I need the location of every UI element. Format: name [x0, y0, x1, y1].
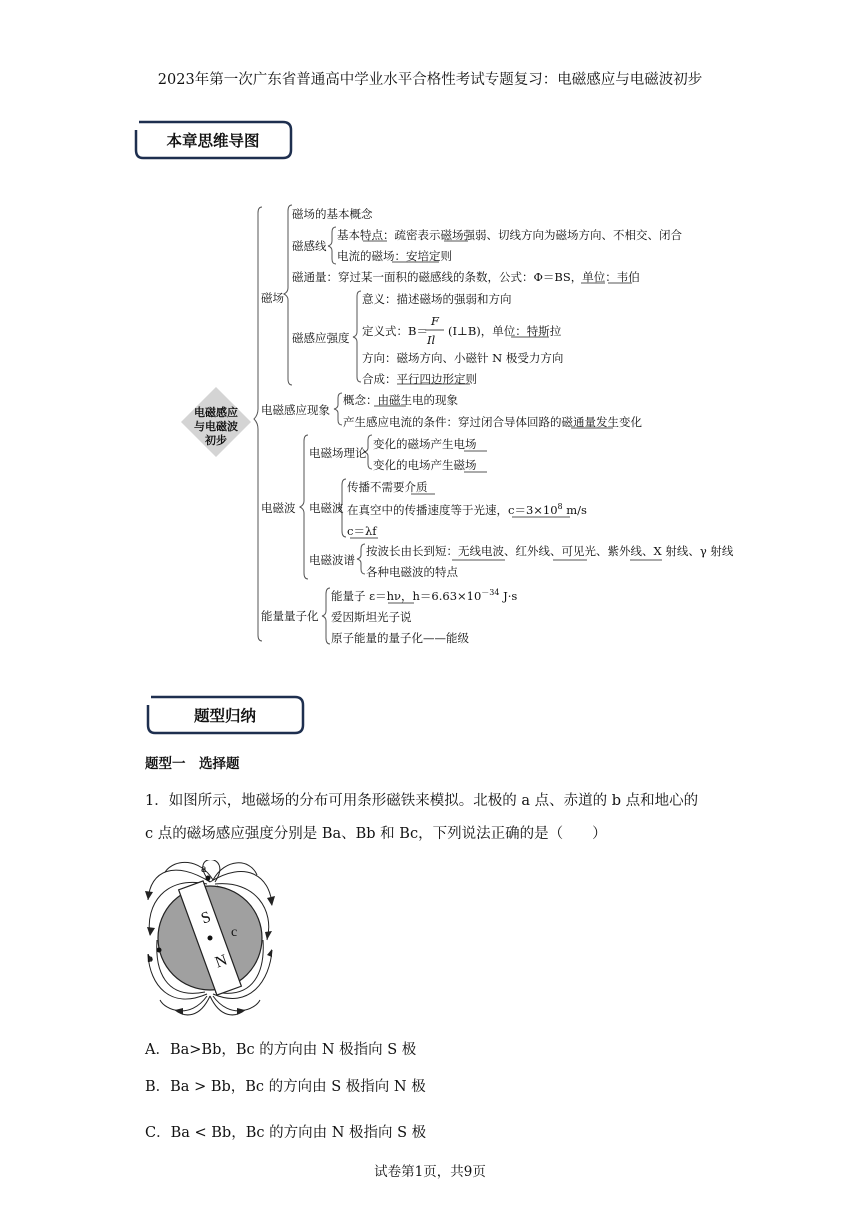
root-brace	[254, 207, 262, 641]
root-line-1: 电磁感应	[194, 406, 238, 419]
intensity-label: 磁感应强度	[292, 331, 350, 345]
flux-text: 磁通量：穿过某一面积的磁感线的条数，公式：Φ＝BS，单位：韦伯	[292, 270, 640, 284]
wave-brace	[300, 435, 308, 579]
intensity-direction: 方向：磁场方向、小磁针 N 极受力方向	[362, 351, 564, 365]
lines-current: 电流的磁场：安培定则	[337, 249, 452, 263]
intensity-definition-prefix: 定义式：B＝	[362, 324, 428, 338]
em-item-3: c＝λf	[347, 524, 377, 538]
lines-label: 磁感线	[292, 239, 327, 253]
induction-condition: 产生感应电流的条件：穿过闭合导体回路的磁通量发生变化	[343, 415, 642, 429]
wave-label: 电磁波	[261, 501, 296, 515]
quantum-item-3: 原子能量的量子化——能级	[331, 631, 469, 645]
point-a	[206, 876, 211, 881]
field-label: 磁场	[261, 291, 284, 305]
induction-concept: 概念：由磁生电的现象	[343, 393, 458, 407]
mind-map-diagram	[178, 195, 738, 650]
fraction-denominator: Il	[427, 333, 436, 347]
em-label: 电磁波	[309, 501, 344, 515]
document-title: 2023年第一次广东省普通高中学业水平合格性考试专题复习：电磁感应与电磁波初步	[157, 72, 703, 88]
spectrum-item-2: 各种电磁波的特点	[366, 565, 458, 579]
question-1-line-1: 1．如图所示，地磁场的分布可用条形磁铁来模拟。北极的 a 点、赤道的 b 点和地心的	[145, 793, 699, 809]
intensity-meaning: 意义：描述磁场的强弱和方向	[362, 292, 512, 306]
section-title-mindmap: 本章思维导图	[166, 132, 260, 150]
root-line-2: 与电磁波	[194, 420, 238, 433]
root-line-3: 初步	[205, 434, 227, 447]
em-item-1: 传播不需要介质	[347, 480, 428, 494]
page-footer: 试卷第1页，共9页	[374, 1164, 486, 1180]
field-brace	[284, 205, 292, 385]
spectrum-label: 电磁波谱	[309, 553, 355, 567]
label-c: c	[231, 925, 238, 940]
lines-brace	[328, 227, 336, 264]
label-b: b	[147, 951, 153, 965]
intensity-synthesis: 合成：平行四边形定则	[362, 372, 477, 386]
theory-item-1: 变化的磁场产生电场	[373, 437, 477, 451]
theory-label: 电磁场理论	[309, 446, 367, 460]
earth-magnet-figure	[145, 860, 275, 1020]
spectrum-brace	[357, 544, 365, 574]
induction-brace	[334, 393, 342, 425]
em-item-2: 在真空中的传播速度等于光速，$c=3\times 10^8$ m/s	[347, 502, 587, 517]
section-tab-types	[145, 695, 305, 735]
point-c	[208, 936, 213, 941]
section-title-types: 题型归纳	[193, 707, 256, 725]
mindmap-root-node	[180, 386, 252, 458]
fraction-numerator: F	[431, 314, 439, 328]
point-b	[157, 948, 162, 953]
label-S: S	[198, 908, 214, 928]
option-b[interactable]: B．Ba > Bb，Bc 的方向由 S 极指向 N 极	[145, 1079, 426, 1095]
theory-item-2: 变化的电场产生磁场	[373, 458, 477, 472]
quantum-brace	[322, 588, 330, 644]
lines-basic: 基本特点：疏密表示磁场强弱、切线方向为磁场方向、不相交、闭合	[337, 228, 682, 242]
intensity-definition-suffix: (I⊥B)，单位：特斯拉	[448, 324, 562, 338]
induction-label: 电磁感应现象	[261, 403, 330, 417]
option-c[interactable]: C．Ba < Bb，Bc 的方向由 N 极指向 S 极	[145, 1125, 427, 1141]
spectrum-item-1: 按波长由长到短：无线电波、红外线、可见光、紫外线、X 射线、γ 射线	[366, 544, 734, 558]
quantum-item-1: 能量子 ε＝hν，$h=6.63\times 10^{-34}$ J·s	[331, 588, 518, 603]
question-type-heading: 题型一 选择题	[145, 756, 240, 772]
question-1-line-2: c 点的磁场感应强度分别是 Ba、Bb 和 Bc，下列说法正确的是（ ）	[145, 826, 607, 842]
label-N: N	[212, 951, 230, 972]
label-a: a	[201, 861, 207, 875]
option-a[interactable]: A．Ba>Bb，Bc 的方向由 N 极指向 S 极	[145, 1042, 417, 1058]
field-basic: 磁场的基本概念	[292, 207, 373, 221]
section-tab-mindmap	[133, 120, 293, 160]
quantum-item-2: 爱因斯坦光子说	[331, 610, 412, 624]
intensity-brace	[353, 291, 361, 382]
quantum-label: 能量量子化	[261, 609, 319, 623]
